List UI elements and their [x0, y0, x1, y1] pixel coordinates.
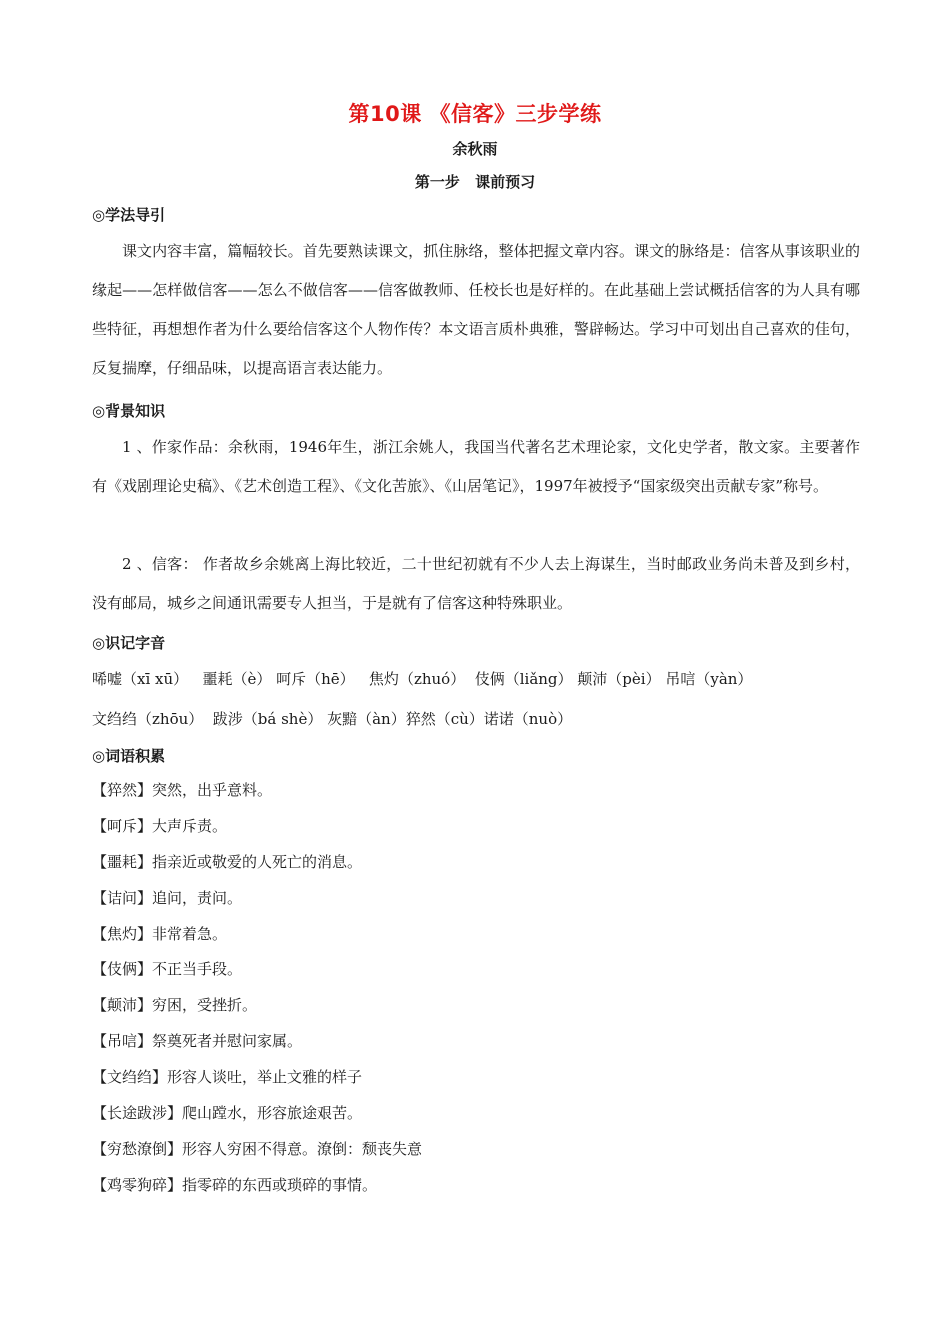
vocab-word: 【焦灼】 — [92, 924, 153, 943]
vocab-meaning: 形容人穷困不得意。潦倒：颓丧失意 — [182, 1139, 423, 1158]
vocab-item — [92, 1067, 872, 1103]
vocab-word: 【吊唁】 — [92, 1032, 153, 1051]
vocab-word: 【诘问】 — [92, 888, 153, 907]
section-heading-vocabulary: ◎词语积累 — [92, 747, 166, 765]
vocab-word: 【长途跋涉】 — [92, 1104, 183, 1123]
vocab-meaning: 指零碎的东西或琐碎的事情。 — [182, 1175, 378, 1194]
vocab-item — [92, 888, 872, 924]
vocab-item — [92, 1139, 872, 1175]
vocab-word: 【伎俩】 — [92, 960, 153, 979]
pronunciation-line-2: 文绉绉（zhōu） 跋涉（bá shè） 灰黯（àn）猝然（cù）诺诺（nuò） — [92, 710, 573, 728]
vocab-meaning: 指亲近或敬爱的人死亡的消息。 — [152, 852, 363, 871]
vocab-item — [92, 924, 872, 960]
vocab-meaning: 突然，出乎意料。 — [152, 781, 273, 799]
method-paragraph: 课文内容丰富，篇幅较长。首先要熟读课文，抓住脉络，整体把握文章内容。课文的脉络是：信客从事该职业的缘起——怎样做信客——怎么不做信客——信客做教师、任校长也是好样的。在此基础上尝试概括信客的为人具有哪些特征，再想想作者为什么要给信客这个人物作传？本文语言质朴典雅，警辟畅达。学习中可划出自己喜欢的佳句，反复揣摩，仔细品味，以提高语言表达能力。 — [92, 242, 860, 377]
section-heading-background: ◎背景知识 — [92, 402, 166, 420]
vocab-meaning: 形容人谈吐，举止文雅的样子 — [167, 1068, 363, 1087]
vocab-meaning: 非常着急。 — [152, 924, 228, 943]
vocab-word: 【噩耗】 — [92, 852, 153, 871]
section-heading-pronunciation: ◎识记字音 — [92, 634, 166, 652]
vocab-word: 【呵斥】 — [92, 816, 153, 835]
vocab-word: 【颠沛】 — [92, 996, 153, 1015]
vocab-meaning: 爬山蹚水，形容旅途艰苦。 — [182, 1104, 363, 1123]
vocab-item — [92, 852, 872, 888]
author-name: 余秋雨 — [452, 140, 498, 158]
step-heading: 第一步 课前预习 — [414, 173, 536, 191]
vocab-meaning: 不正当手段。 — [152, 960, 243, 979]
vocab-word: 【猝然】 — [92, 781, 153, 799]
vocab-word: 【文绉绉】 — [92, 1068, 168, 1087]
vocabulary-list — [92, 780, 872, 1211]
lesson-title: 第10课 《信客》三步学练 — [348, 102, 602, 126]
vocab-item — [92, 780, 872, 816]
vocab-word: 【穷愁潦倒】 — [92, 1139, 183, 1158]
vocab-meaning: 祭奠死者并慰问家属。 — [152, 1032, 303, 1051]
vocab-item — [92, 816, 872, 852]
section-heading-method: ◎学法导引 — [92, 206, 166, 224]
vocab-meaning: 大声斥责。 — [152, 816, 228, 835]
vocab-item — [92, 1175, 872, 1211]
background-item-1: 1 、作家作品：余秋雨，1946年生，浙江余姚人，我国当代著名艺术理论家，文化史学者，散文家。主要著作有《戏剧理论史稿》、《艺术创造工程》、《文化苦旅》、《山居笔记》，1997年被授予“国家级突出贡献专家”称号。 — [92, 438, 860, 495]
pronunciation-line-1: 唏嘘（xī xū） 噩耗（è） 呵斥（hē） 焦灼（zhuó） 伎俩（liǎng） 颠沛（pèi） 吊唁（yàn） — [92, 670, 753, 688]
vocab-meaning: 追问，责问。 — [152, 888, 243, 907]
vocab-item — [92, 959, 872, 995]
vocab-meaning: 穷困，受挫折。 — [152, 996, 258, 1015]
vocab-item — [92, 995, 872, 1031]
vocab-item — [92, 1031, 872, 1067]
background-item-2: 2 、信客： 作者故乡余姚离上海比较近，二十世纪初就有不少人去上海谋生，当时邮政业务尚未普及到乡村，没有邮局，城乡之间通讯需要专人担当，于是就有了信客这种特殊职业。 — [92, 555, 860, 612]
vocab-word: 【鸡零狗碎】 — [92, 1175, 183, 1194]
vocab-item — [92, 1103, 872, 1139]
